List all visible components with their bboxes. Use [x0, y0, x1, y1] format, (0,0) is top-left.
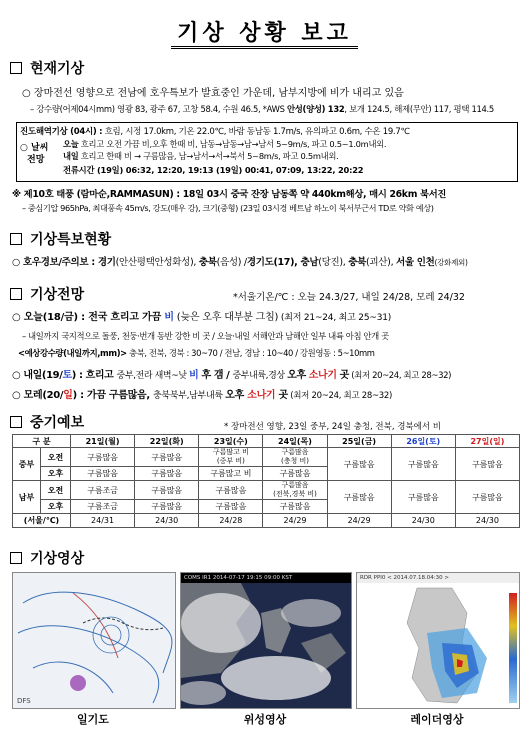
forecast-cell: 구름많음: [455, 448, 519, 481]
section-checkbox-icon: [10, 62, 22, 74]
header-cell: 27일(일): [455, 435, 519, 448]
satellite-image: [180, 572, 352, 709]
section-special-warnings: 기상특보현황: [10, 229, 111, 249]
seoul-temperature-note: *서울기온/℃ : 오늘 24.3/27, 내일 24/28, 모레 24/32: [233, 292, 465, 303]
forecast-cell: 구름많음: [263, 500, 327, 514]
forecast-cell: 구름많음: [71, 448, 135, 467]
forecast-cell: 구름조금: [71, 481, 135, 500]
section-checkbox-icon: [10, 288, 22, 300]
rainfall-line: – 강수량(어제04시mm) 영광 83, 광주 67, 고창 58.4, 수원 46.5, *AWS 안성(양성) 132, 보개 124.5, 해제(무안) 117, 평택 114.5: [30, 104, 494, 114]
page-title: 기상 상황 보고: [0, 16, 529, 47]
forecast-cell: 구름많음: [199, 500, 263, 514]
typhoon-detail: – 중심기압 965hPa, 최대풍속 45m/s, 강도(매우 강), 크기(중형) (23일 03시경 베트남 하노이 북서부근서 TD로 약화 예상): [22, 203, 434, 213]
outlook-today: ○ 오늘(18/금) : 전국 흐리고 가끔 비 (늦은 오후 대부분 그침) (최저 21~24, 최고 25~31): [12, 312, 392, 323]
forecast-cell: 구름많음: [455, 481, 519, 514]
section-checkbox-icon: [10, 552, 22, 564]
forecast-label-2: 전망: [27, 155, 45, 165]
temp-cell: 24/30: [455, 514, 519, 528]
current-summary: ○ 장마전선 영향으로 전남에 호우특보가 발효중인 가운데, 남부지방에 비가 내리고 있음: [22, 88, 404, 99]
section-checkbox-icon: [10, 233, 22, 245]
svg-text:DFS: DFS: [17, 697, 31, 705]
section-current-weather: 현재기상: [10, 58, 84, 78]
temp-label-cell: (서울/℃): [13, 514, 71, 528]
header-cell: 21일(월): [71, 435, 135, 448]
marine-observation: 진도해역기상 (04시) : 흐림, 시정 17.0km, 기온 22.0℃, 바람 동남동 1.7m/s, 유의파고 0.6m, 수온 19.7℃: [20, 127, 410, 137]
outlook-today-detail: – 내일까지 국지적으로 돌풍, 천둥·번개 동반 강한 비 곳 / 오늘·내일 서해안과 남해안 일부 내륙 아침 안개 곳: [22, 331, 389, 341]
table-row: [13, 514, 520, 528]
marine-today: 오늘 흐리고 오전 가끔 비,오후 한때 비, 남동→남동→남→남서 5~9m/s, 파고 0.5~1.0m내외.: [63, 139, 387, 149]
forecast-cell: 구름많음: [135, 467, 199, 481]
typhoon-info: ※ 제10호 태풍 (람마순,RAMMASUN) : 18일 03시 중국 잔장 남동쪽 약 440km해상, 매시 26km 북서진: [12, 189, 447, 200]
temp-cell: 24/29: [327, 514, 391, 528]
caption-weather-chart: 일기도: [77, 713, 109, 726]
marine-tomorrow: 내일 흐리고 한때 비 → 구름많음, 남→남서→서→북서 5~8m/s, 파고 0.5m내외.: [63, 151, 339, 161]
forecast-cell: 구름많음: [327, 448, 391, 481]
temp-cell: 24/30: [135, 514, 199, 528]
satellite-graphic: [181, 583, 351, 708]
forecast-cell: 구름많음: [327, 481, 391, 514]
outlook-day-after: ○ 모레(20/일) : 가끔 구름많음, 충북북부,남부내륙 오후 소나기 곳 (최저 20~24, 최고 28~32): [12, 390, 393, 401]
temp-cell: 24/31: [71, 514, 135, 528]
header-cell: 24일(목): [263, 435, 327, 448]
temp-cell: 24/29: [263, 514, 327, 528]
table-header-row: [13, 435, 520, 448]
forecast-cell: 구름많음: [263, 467, 327, 481]
forecast-cell: 구름많고 비: [199, 467, 263, 481]
period-cell: 오후: [41, 467, 71, 481]
region-cell: 남부: [13, 481, 41, 514]
period-cell: 오전: [41, 481, 71, 500]
forecast-cell: 구름많음: [135, 448, 199, 467]
temp-cell: 24/30: [391, 514, 455, 528]
midterm-forecast-table: [12, 434, 520, 528]
period-cell: 오전: [41, 448, 71, 467]
section-outlook: 기상전망: [10, 284, 84, 304]
forecast-cell: 구름많음 (전북,경북 비): [263, 481, 327, 500]
section-midterm: 중기예보: [10, 412, 84, 432]
header-cell: 25일(금): [327, 435, 391, 448]
forecast-cell: 구름많고 비 (중부 비): [199, 448, 263, 467]
forecast-cell: 구름많음: [135, 500, 199, 514]
weather-images: [12, 572, 518, 707]
forecast-cell: 구름조금: [71, 500, 135, 514]
header-cell: 22일(화): [135, 435, 199, 448]
weather-chart-image: [12, 572, 176, 709]
radar-graphic: [357, 583, 519, 708]
radar-image: [356, 572, 520, 709]
forecast-cell: 구름많음: [135, 481, 199, 500]
caption-satellite: 위성영상: [243, 713, 287, 726]
header-cell: 구 분: [13, 435, 71, 448]
tide-times: 전류시간 (19일) 06:32, 12:20, 19:13 (19일) 00:41, 07:09, 13:22, 20:22: [63, 165, 364, 175]
section-checkbox-icon: [10, 416, 22, 428]
outlook-tomorrow: ○ 내일(19/토) : 흐리고 중부,전라 새벽~낮 비 후 갬 / 중부내륙,경상 오후 소나기 곳 (최저 20~24, 최고 28~32): [12, 370, 452, 381]
forecast-cell: 구름많음 (충청 비): [263, 448, 327, 467]
expected-precipitation: <예상강수량(내일까지,mm)> 충북, 전북, 경북 : 30~70 / 전남, 경남 : 10~40 / 강원영동 : 5~10mm: [18, 348, 375, 358]
forecast-cell: 구름많음: [199, 481, 263, 500]
table-row: [13, 448, 520, 467]
forecast-cell: 구름많음: [391, 448, 455, 481]
midterm-note: * 장마전선 영향, 23일 중부, 24일 충청, 전북, 경북에서 비: [224, 422, 442, 432]
header-cell: 26일(토): [391, 435, 455, 448]
table-row: [13, 481, 520, 500]
satellite-header: COMS IR1 2014-07-17 19:15 09:00 KST: [181, 573, 351, 583]
forecast-label: ○ 날씨: [20, 143, 49, 153]
weather-chart-graphic: [13, 573, 175, 708]
marine-weather-box: [16, 122, 518, 182]
section-images: 기상영상: [10, 548, 84, 568]
period-cell: 오후: [41, 500, 71, 514]
region-cell: 중부: [13, 448, 41, 481]
header-cell: 23일(수): [199, 435, 263, 448]
forecast-cell: 구름많음: [71, 467, 135, 481]
forecast-cell: 구름많음: [391, 481, 455, 514]
radar-header: RDR PPI0 < 2014.07.18.04:30 >: [357, 573, 519, 583]
heavy-rain-warnings: ○ 호우경보/주의보 : 경기(안산평택안성화성), 충북(음성) /경기도(17), 충남(당진), 충북(괴산), 서울 인천(강화제외): [12, 257, 468, 268]
temp-cell: 24/28: [199, 514, 263, 528]
caption-radar: 레이더영상: [410, 713, 464, 726]
